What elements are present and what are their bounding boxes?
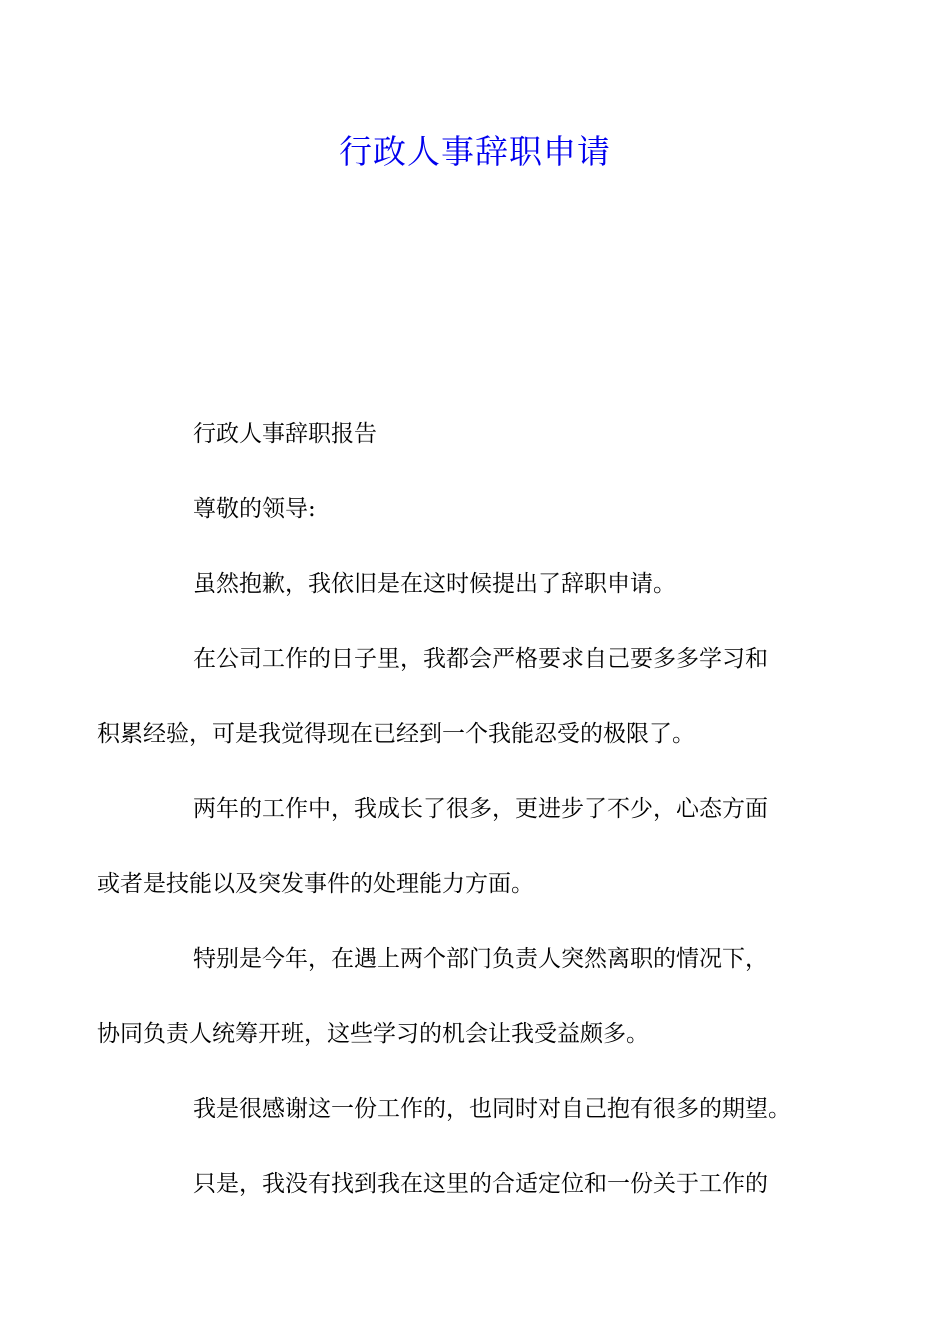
paragraph-line: 积累经验，可是我觉得现在已经到一个我能忍受的极限了。 bbox=[97, 721, 695, 747]
paragraph-5 bbox=[145, 1087, 815, 1131]
paragraph-3 bbox=[97, 787, 815, 906]
paragraph-line: 只是，我没有找到我在这里的合适定位和一份关于工作的 bbox=[193, 1171, 768, 1197]
document-title: 行政人事辞职申请 bbox=[339, 132, 611, 171]
paragraph-line: 协同负责人统筹开班，这些学习的机会让我受益颇多。 bbox=[97, 1021, 649, 1047]
paragraph-line: 两年的工作中，我成长了很多，更进步了不少，心态方面 bbox=[193, 796, 768, 822]
paragraph-line: 或者是技能以及突发事件的处理能力方面。 bbox=[97, 871, 534, 897]
paragraph-salutation bbox=[145, 487, 815, 531]
paragraph-line: 我是很感谢这一份工作的，也同时对自己抱有很多的期望。 bbox=[193, 1096, 791, 1122]
paragraph-line: 在公司工作的日子里，我都会严格要求自己要多多学习和 bbox=[193, 646, 768, 672]
paragraph-report-heading bbox=[145, 412, 815, 456]
paragraph-line: 尊敬的领导: bbox=[193, 496, 316, 522]
paragraph-1 bbox=[145, 562, 815, 606]
paragraph-line: 特别是今年，在遇上两个部门负责人突然离职的情况下， bbox=[193, 946, 768, 972]
paragraph-line: 行政人事辞职报告 bbox=[193, 421, 377, 447]
paragraph-line: 虽然抱歉，我依旧是在这时候提出了辞职申请。 bbox=[193, 571, 676, 597]
paragraph-4 bbox=[97, 937, 815, 1056]
document-body bbox=[97, 412, 815, 1237]
paragraph-6 bbox=[145, 1162, 815, 1206]
paragraph-2 bbox=[97, 637, 815, 756]
